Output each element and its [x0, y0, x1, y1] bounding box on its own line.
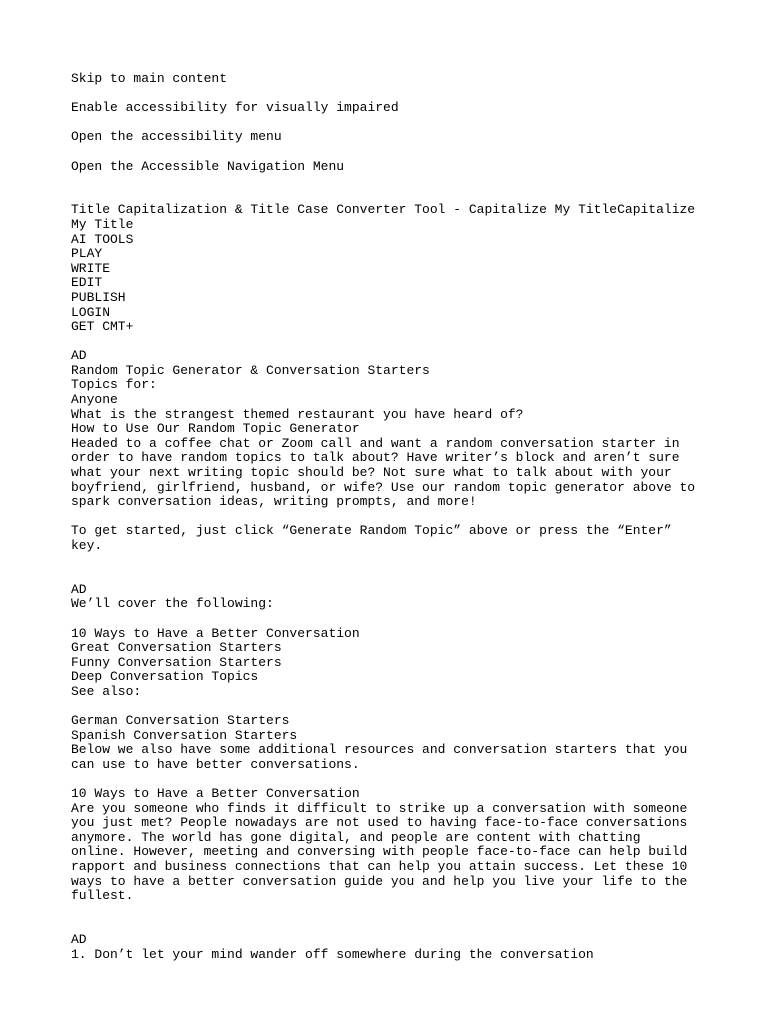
topics-for-label: Topics for:: [71, 377, 157, 393]
page-title: Random Topic Generator & Conversation Starters: [71, 362, 430, 378]
generated-topic: What is the strangest themed restaurant you have heard of?: [71, 406, 524, 422]
site-title-link[interactable]: Title Capitalization & Title Case Converter Tool - Capitalize My TitleCapitalize My Title: [71, 202, 696, 232]
open-accessibility-menu-link[interactable]: Open the accessibility menu: [71, 129, 282, 145]
spacer: [71, 612, 701, 627]
ad-label: AD: [71, 348, 87, 364]
nav-item-edit[interactable]: EDIT: [71, 275, 103, 291]
nav-item-get-cmt-plus[interactable]: GET CMT+: [71, 319, 134, 335]
ways-heading: 10 Ways to Have a Better Conversation: [71, 786, 360, 802]
nav-item-write[interactable]: WRITE: [71, 260, 111, 276]
nav-item-publish[interactable]: PUBLISH: [71, 289, 126, 305]
nav-item-login[interactable]: LOGIN: [71, 304, 111, 320]
spacer: [71, 174, 701, 203]
enable-accessibility-link[interactable]: Enable accessibility for visually impaired: [71, 100, 399, 116]
ways-body: Are you someone who finds it difficult to strike up a conversation with someone you just met? People nowadays are not used to having face-to-face conversations anymore. The world has gone digital, and people are content with chatting online. However, meeting and conversing with people face-to-face can help build rapport and business connections that can help you attain success. Let these 10 ways to have a better conversation guide you and help you live your life to the fullest.: [71, 800, 688, 904]
spacer: [71, 335, 701, 350]
cover-heading: We’ll cover the following:: [71, 596, 274, 612]
see-also-link-spanish[interactable]: Spanish Conversation Starters: [71, 727, 298, 743]
spacer: [71, 700, 701, 715]
open-accessible-nav-link[interactable]: Open the Accessible Navigation Menu: [71, 158, 345, 174]
main-nav: [71, 233, 701, 335]
ad-label: AD: [71, 581, 87, 597]
spacer: [71, 904, 701, 933]
see-also-label: See also:: [71, 683, 142, 699]
ad-label: AD: [71, 932, 87, 948]
cover-link-great-starters[interactable]: Great Conversation Starters: [71, 640, 282, 656]
how-to-heading: How to Use Our Random Topic Generator: [71, 421, 360, 437]
nav-item-play[interactable]: PLAY: [71, 246, 103, 262]
tip-1-heading: 1. Don’t let your mind wander off somewhere during the conversation: [71, 946, 594, 962]
cover-link-deep-topics[interactable]: Deep Conversation Topics: [71, 669, 259, 685]
get-started-text: To get started, just click “Generate Random Topic” above or press the “Enter” key.: [71, 523, 672, 553]
cover-links-list: [71, 627, 701, 685]
topics-for-select[interactable]: Anyone: [71, 392, 118, 408]
nav-item-ai-tools[interactable]: AI TOOLS: [71, 231, 134, 247]
see-also-list: [71, 714, 701, 743]
cover-link-better-conversation[interactable]: 10 Ways to Have a Better Conversation: [71, 625, 360, 641]
spacer: [71, 773, 701, 788]
how-to-body: Headed to a coffee chat or Zoom call and want a random conversation starter in order to have random topics to talk about? Have writer’s block and aren’t sure what your next writing topic should be? Not sure what to talk about with your boyfriend, girlfriend, husband, or wife? Use our random topic generator above to spark conversation ideas, writing prompts, and more!: [71, 435, 696, 510]
accessibility-links: [71, 72, 701, 174]
spacer: [71, 510, 701, 525]
see-also-link-german[interactable]: German Conversation Starters: [71, 713, 290, 729]
spacer: [71, 554, 701, 583]
skip-to-main-link[interactable]: Skip to main content: [71, 71, 228, 86]
cover-link-funny-starters[interactable]: Funny Conversation Starters: [71, 654, 282, 670]
resources-text: Below we also have some additional resources and conversation starters that you can use to have better conversations.: [71, 742, 688, 772]
